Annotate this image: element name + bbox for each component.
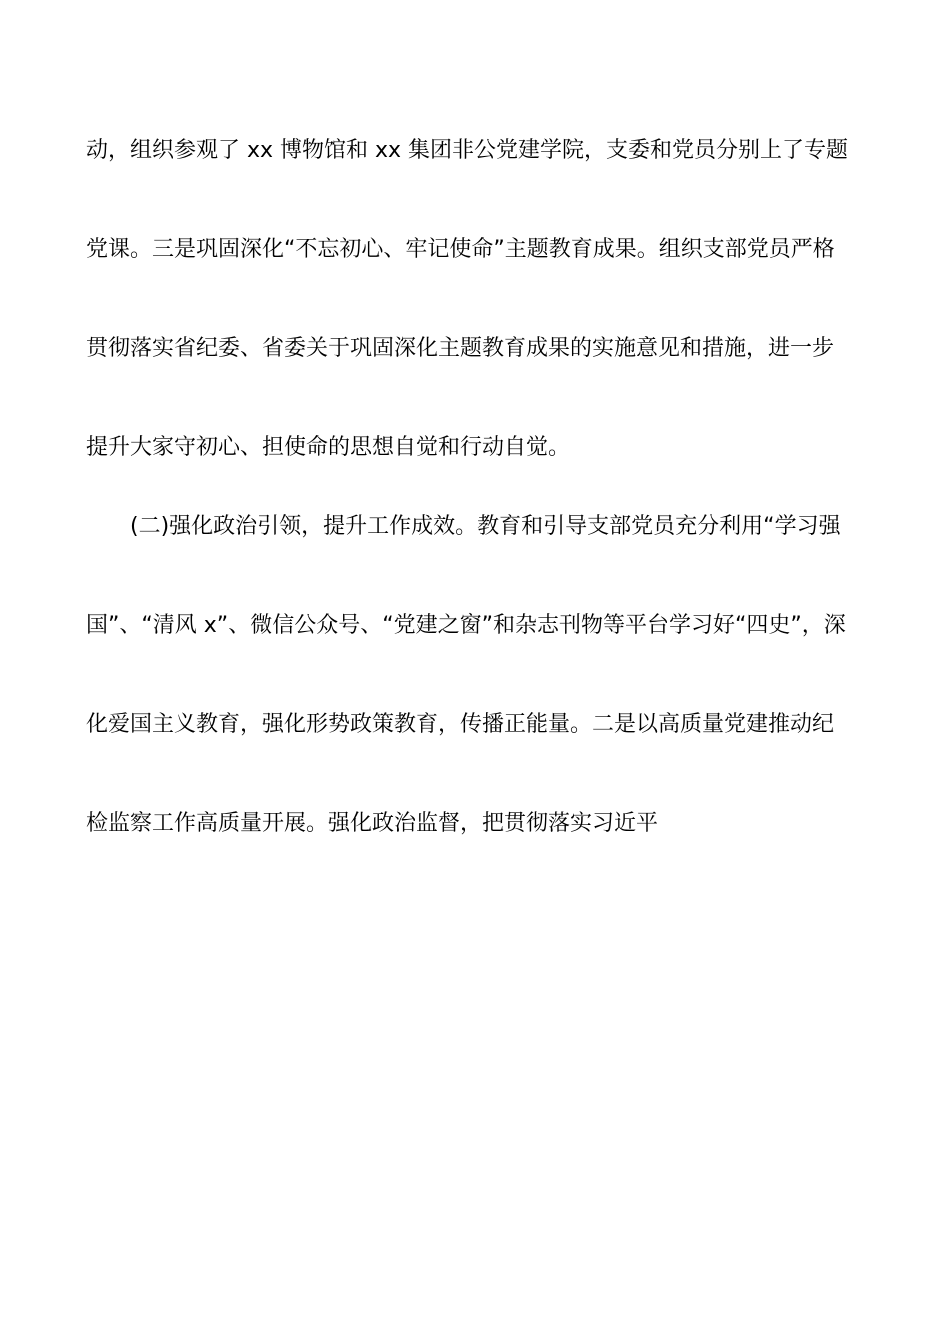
text-line: 动，组织参观了 xx 博物馆和 xx 集团非公党建学院，支委和党员分别上了专题 xyxy=(86,138,849,163)
text-line: 国”、“清风 x”、微信公众号、“党建之窗”和杂志刊物等平台学习好“四史”，深 xyxy=(86,613,846,638)
text-line: 党课。三是巩固深化“不忘初心、牢记使命”主题教育成果。组织支部党员严格 xyxy=(86,237,835,262)
text-line: 贯彻落实省纪委、省委关于巩固深化主题教育成果的实施意见和措施，进一步 xyxy=(86,336,835,361)
text-line: 检监察工作高质量开展。强化政治监督，把贯彻落实习近平 xyxy=(86,811,659,836)
text-line: 化爱国主义教育，强化形势政策教育，传播正能量。二是以高质量党建推动纪 xyxy=(86,712,835,737)
paragraph-heading-line: (二)强化政治引领，提升工作成效。教育和引导支部党员充分利用“学习强 xyxy=(130,514,841,539)
document-body xyxy=(86,126,856,898)
text-line: 提升大家守初心、担使命的思想自觉和行动自觉。 xyxy=(86,435,571,460)
